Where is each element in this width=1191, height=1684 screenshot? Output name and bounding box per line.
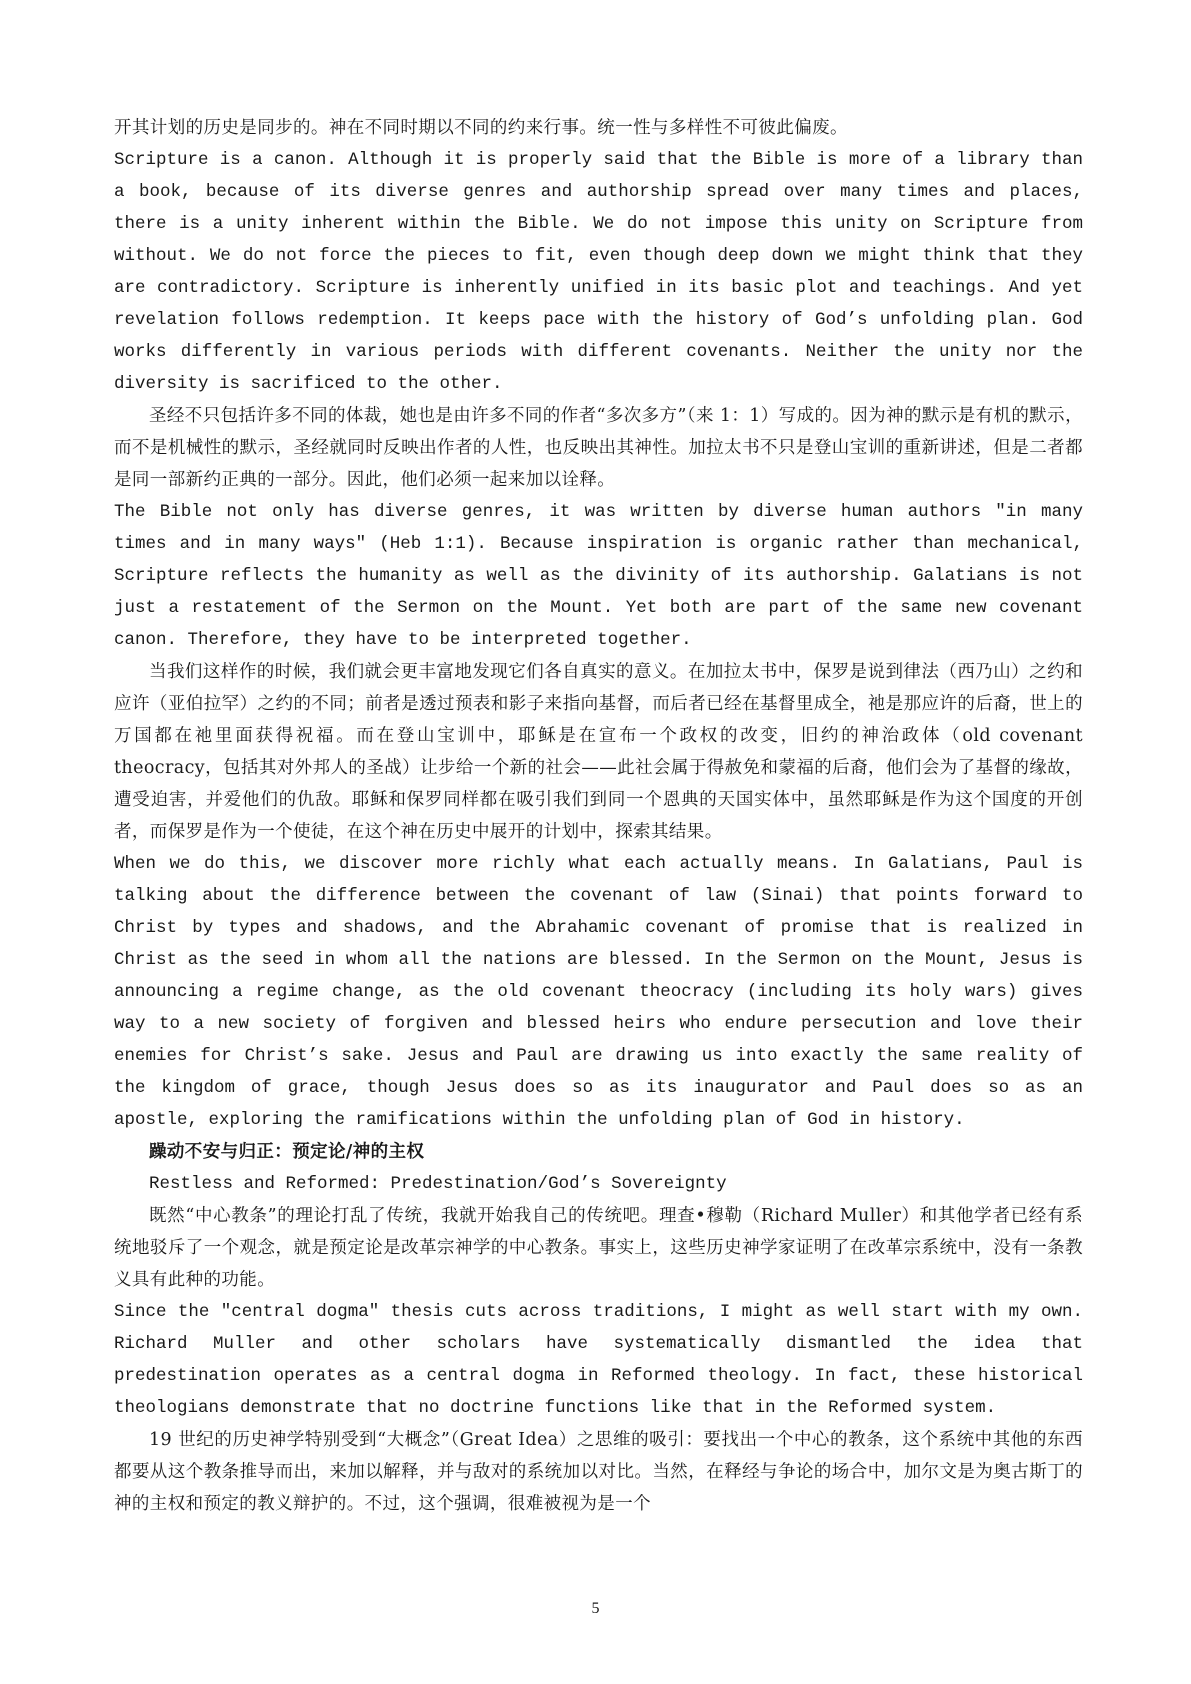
paragraph-en-4: Since the ″central dogma″ thesis cuts across traditions, I might as well start with my own. Richard Muller and other scholars have systematically dismantled the idea that predestination operates as a central dogma in Reformed theology. In fact, these historical theologians demonstrate that no doctrine functions like that in the Reformed system. — [114, 1302, 1083, 1418]
paragraph-zh-2: 圣经不只包括许多不同的体裁，她也是由许多不同的作者“多次多方”（来 1：1）写成的。因为神的默示是有机的默示，而不是机械性的默示，圣经就同时反映出作者的人性，也反映出其神性。加拉太书不只是登山宝训的重新讲述，但是二者都是同一部新约正典的一部分。因此，他们必须一起来加以诠释。 — [114, 406, 1083, 490]
section-heading-zh: 躁动不安与归正：预定论/神的主权 — [149, 1142, 425, 1162]
paragraph-zh-3: 当我们这样作的时候，我们就会更丰富地发现它们各自真实的意义。在加拉太书中，保罗是说到律法（西乃山）之约和应许（亚伯拉罕）之约的不同；前者是透过预表和影子来指向基督，而后者已经在基督里成全，祂是那应许的后裔，世上的万国都在祂里面获得祝福。而在登山宝训中，耶稣是在宣布一个政权的改变，旧约的神治政体（old covenant theocracy，包括其对外邦人的圣战）让步给一个新的社会——此社会属于得赦免和蒙福的后裔，他们会为了基督的缘故，遭受迫害，并爱他们的仇敌。耶稣和保罗同样都在吸引我们到同一个恩典的天国实体中，虽然耶稣是作为这个国度的开创者，而保罗是作为一个使徒，在这个神在历史中展开的计划中，探索其结果。 — [114, 662, 1083, 842]
paragraph-en-2: The Bible not only has diverse genres, it was written by diverse human authors ″in many times and in many ways″ (Heb 1:1). Because inspiration is organic rather than mechanical, Scripture reflects the humanity as well as the divinity of its authorship. Galatians is not just a restatement of the Sermon on the Mount. Yet both are part of the same new covenant canon. Therefore, they have to be interpreted together. — [114, 502, 1083, 650]
paragraph-zh-1: 开其计划的历史是同步的。神在不同时期以不同的约来行事。统一性与多样性不可彼此偏废。 — [114, 118, 848, 138]
paragraph-en-3: When we do this, we discover more richly what each actually means. In Galatians, Paul is talking about the difference between the covenant of law (Sinai) that points forward to Christ by types and shadows, and the Abrahamic covenant of promise that is realized in Christ as the seed in whom all the nations are blessed. In the Sermon on the Mount, Jesus is announcing a regime change, as the old covenant theocracy (including its holy wars) gives way to a new society of forgiven and blessed heirs who endure persecution and love their enemies for Christ’s sake. Jesus and Paul are drawing us into exactly the same reality of the kingdom of grace, though Jesus does so as its inaugurator and Paul does so as an apostle, exploring the ramifications within the unfolding plan of God in history. — [114, 854, 1083, 1130]
document-body — [114, 112, 1083, 1520]
paragraph-zh-5: 19 世纪的历史神学特别受到“大概念”（Great Idea）之思维的吸引：要找出一个中心的教条，这个系统中其他的东西都要从这个教条推导而出，来加以解释，并与敌对的系统加以对比。当然，在释经与争论的场合中，加尔文是为奥古斯丁的神的主权和预定的教义辩护的。不过，这个强调，很难被视为是一个 — [114, 1430, 1083, 1514]
section-heading-en: Restless and Reformed: Predestination/God’s Sovereignty — [149, 1174, 727, 1194]
paragraph-en-1: Scripture is a canon. Although it is properly said that the Bible is more of a library than a book, because of its diverse genres and authorship spread over many times and places, there is a unity inherent within the Bible. We do not impose this unity on Scripture from without. We do not force the pieces to fit, even though deep down we might think that they are contradictory. Scripture is inherently unified in its basic plot and teachings. And yet revelation follows redemption. It keeps pace with the history of God’s unfolding plan. God works differently in various periods with different covenants. Neither the unity nor the diversity is sacrificed to the other. — [114, 150, 1083, 394]
page-number: 5 — [591, 1600, 600, 1617]
paragraph-zh-4: 既然“中心教条”的理论打乱了传统，我就开始我自己的传统吧。理查•穆勒（Richard Muller）和其他学者已经有系统地驳斥了一个观念，就是预定论是改革宗神学的中心教条。事实上，这些历史神学家证明了在改革宗系统中，没有一条教义具有此种的功能。 — [114, 1206, 1083, 1290]
